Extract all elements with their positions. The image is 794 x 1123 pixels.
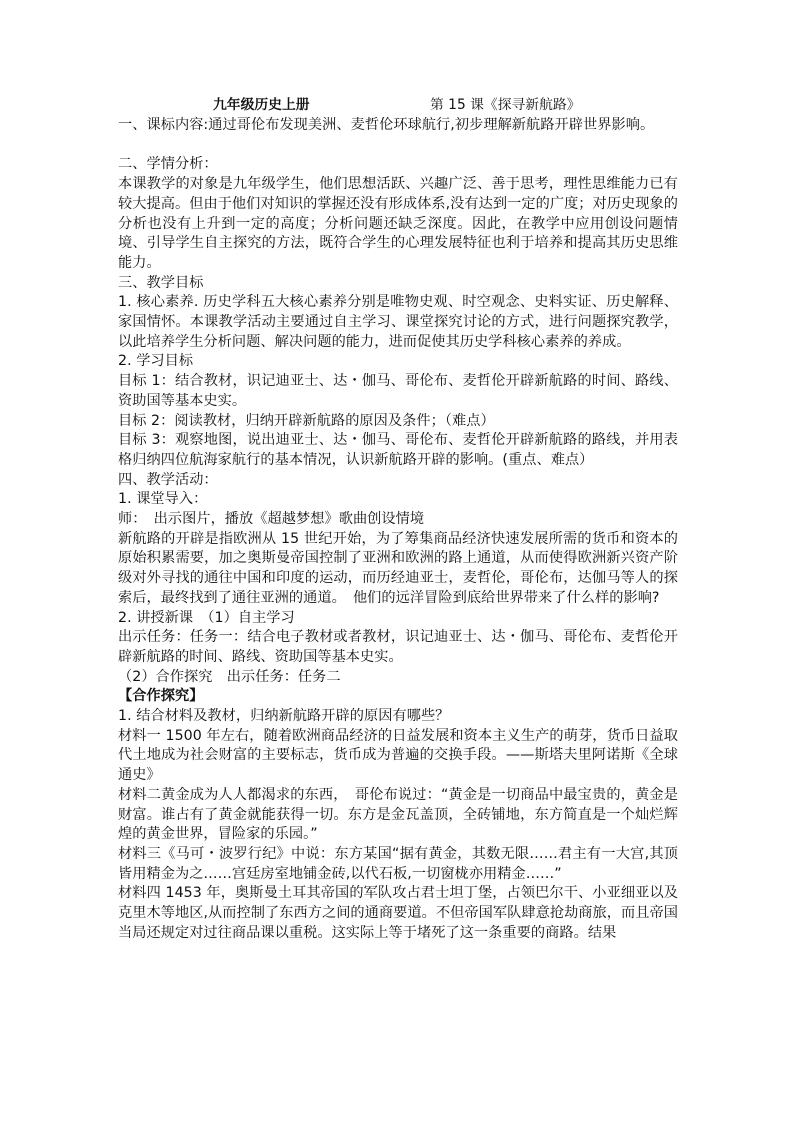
core-literacy-paragraph: 1. 核心素养. 历史学科五大核心素养分别是唯物史观、时空观念、史料实证、历史解释、家国情怀。本课教学活动主要通过自主学习、课堂探究讨论的方式，进行问题探究教学，以此培养学生分析问题、解决问题的能力，进而促使其历史学科核心素养的养成。 (118, 294, 678, 350)
teacher-introduction: 师： 出示图片，播放《超越梦想》歌曲创设情境 (118, 511, 425, 528)
cooperative-task-heading: （2）合作探究 出示任务：任务二 (118, 668, 341, 685)
section-heading-teaching-goals: 三、教学目标 (118, 274, 204, 291)
goal-3: 目标 3：观察地图，说出迪亚士、达・伽马、哥伦布、麦哲伦开辟新航路的路线，并用表格归纳四位航海家航行的基本情况，认识新航路开辟的影响。(重点、难点） (118, 432, 678, 468)
material-2: 材料二黄金成为人人都渴求的东西， 哥伦布说过：“黄金是一切商品中最宝贵的，黄金是财富。谁占有了黄金就能获得一切。东方是金瓦盖顶，全砖铺地，东方简直是一个灿烂辉煌的黄金世界，冒险家的乐园。” (118, 786, 678, 843)
material-1: 材料一 1500 年左右，随着欧洲商品经济的日益发展和资本主义生产的萌芽，货币日益取代土地成为社会财富的主要标志，货币成为普遍的交换手段。——斯塔夫里阿诺斯《全球通史》 (118, 727, 678, 784)
goal-2: 目标 2：阅读教材，归纳开辟新航路的原因及条件；（难点） (118, 412, 495, 429)
material-3: 材料三《马可・波罗行纪》中说：东方某国“据有黄金，其数无限……君主有一大宫,其顶皆用精金为之……宫廷房室地铺金砖,以代石板,一切窗栊亦用精金……” (118, 846, 678, 882)
lecture-heading: 2. 讲授新课 （1）自主学习 (118, 609, 295, 626)
material-4: 材料四 1453 年，奥斯曼土耳其帝国的军队攻占君士坦丁堡，占领巴尔干、小亚细亚以及克里木等地区,从而控制了东西方之间的通商要道。不但帝国军队肆意抢劫商旅，而且帝国当局还规定对过往商品课以重税。这实际上等于堵死了这一条重要的商路。结果 (118, 885, 678, 941)
goal-1: 目标 1：结合教材，识记迪亚士、达・伽马、哥伦布、麦哲伦开辟新航路的时间、路线、资助国等基本史实。 (118, 373, 678, 409)
cooperative-inquiry-heading: 【合作探究】 (118, 688, 204, 705)
document-page (118, 96, 678, 944)
section-heading-teaching-activities: 四、教学活动： (118, 471, 218, 488)
question-1: 1. 结合材料及教材，归纳新航路开辟的原因有哪些？ (118, 708, 450, 725)
header-row (118, 96, 678, 116)
section-heading-learner-analysis: 二、学情分析： (118, 156, 218, 173)
task-one: 出示任务：任务一：结合电子教材或者教材，识记迪亚士、达・伽马、哥伦布、麦哲伦开辟新航路的时间、路线、资助国等基本史实。 (118, 629, 678, 665)
learner-analysis-paragraph: 本课教学的对象是九年级学生，他们思想活跃、兴趣广泛、善于思考，理性思维能力已有较大提高。但由于他们对知识的掌握还没有形成体系,没有达到一定的广度；对历史现象的分析也没有上升到一定的高度；分析问题还缺乏深度。因此，在教学中应用创设问题情境、引导学生自主探究的方法，既符合学生的心理发展特征也利于培养和提高其历史思维能力。 (118, 176, 678, 271)
class-introduction-heading: 1. 课堂导入： (118, 491, 208, 508)
curriculum-content: 一、课标内容:通过哥伦布发现美洲、麦哲伦环球航行,初步理解新航路开辟世界影响。 (118, 117, 655, 133)
blank-line (118, 136, 678, 156)
course-title: 九年级历史上册 (213, 97, 310, 113)
new-route-paragraph: 新航路的开辟是指欧洲从 15 世纪开始，为了筹集商品经济快速发展所需的货币和资本的原始积累需要，加之奥斯曼帝国控制了亚洲和欧洲的路上通道，从而使得欧洲新兴资产阶级对外寻找的通往中国和印度的运动，而历经迪亚士，麦哲伦，哥伦布，达伽马等人的探索后，最终找到了通往亚洲的通道。 他们的远洋冒险到底给世界带来了什么样的影响? (118, 530, 678, 606)
learning-goals-heading: 2. 学习目标 (118, 353, 194, 370)
lesson-title: 第 15 课《探寻新航路》 (430, 97, 581, 113)
